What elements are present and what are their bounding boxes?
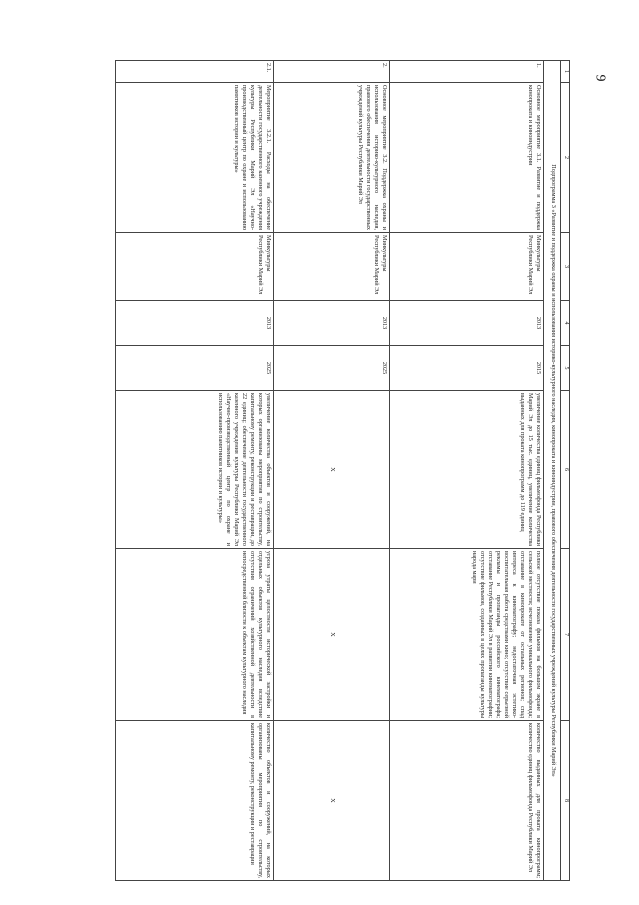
column-number: 7 (561, 549, 570, 721)
consequences: полное отсутствие показа фильмов на большом экране в сельской местности; исчезновение уникального фильмофонда; отставание в кинопрокате от остальных регионов; спад интереса к кинематографу; недостаточная эстетико-воспитательная работа средствами кино; отсутствие серьезной рекламы и пропаганды российского кинематографа; отставание Республики Марий Эл в развитии кинематографии; отсутствие фильмов, созданных в целях пропаганды культуры народа мари (390, 549, 544, 721)
column-number: 4 (561, 301, 570, 346)
measure-name: Мероприятие 3.2.1. Расходы на обеспечение деятельности государственного казенного учреждения культуры Республики Марий Эл «Научно-производственный центр по охране и использованию памятников истории и культуры» (116, 83, 274, 233)
start-year: 2013 (274, 301, 390, 346)
measure-name: Основное мероприятие 3.2. Поддержка охраны и использования историко-культурного наследия, правового обеспечения деятельности государственных учреждений культуры Республики Марий Эл (274, 83, 390, 233)
indicator-link: количество объектов и сооружений, на которых организованы мероприятия по строительству, капитальному ремонту, реконструкции и реставрации (116, 721, 274, 881)
measure-name: Основное мероприятие 3.1. Развитие и поддержка кинопроката и киноиндустрии (390, 83, 544, 233)
program-table (115, 60, 570, 881)
subprogram-title: Подпрограмма 3 «Развитие и поддержка охраны и использования историко-культурного наследия, кинопроката и киноиндустрии, правового обеспечения деятельности государственных учреждений культуры Республики Марий Эл» (544, 61, 561, 881)
column-number: 2 (561, 83, 570, 233)
consequences: угроза утраты целостности исторической застройки и отдельных объектов культурного наследия вследствие отсутствия ограничений хозяйственной деятельности в непосредственной близости к объектам культурного наследия (116, 549, 274, 721)
indicator-link: X (274, 721, 390, 881)
table-row (116, 61, 274, 881)
expected-result: увеличение количества единиц фильмофонда Республики Марий Эл до 15 тыс. единиц, увеличение количества выданных для проката кинопрограмм до 119 единиц (390, 391, 544, 549)
column-number: 6 (561, 391, 570, 549)
column-number: 3 (561, 233, 570, 301)
row-number: 2. (274, 61, 390, 83)
executor: Минкультуры Республики Марий Эл (274, 233, 390, 301)
start-year: 2013 (390, 301, 544, 346)
consequences: X (274, 549, 390, 721)
expected-result: увеличение количества объектов и сооружений, на которых организованы мероприятия по строительству, капитальному ремонту, реконструкции и реставрации, до 22 единиц; обеспечение деятельности государственного казенного учреждения культуры Республики Марий Эл «Научно-производственный центр по охране и использованию памятников истории и культуры» (116, 391, 274, 549)
end-year: 2025 (116, 346, 274, 391)
table-row (390, 61, 544, 881)
executor: Минкультуры Республики Марий Эл (390, 233, 544, 301)
expected-result: X (274, 391, 390, 549)
column-number: 8 (561, 721, 570, 881)
row-number: 2.1. (116, 61, 274, 83)
end-year: 2025 (274, 346, 390, 391)
start-year: 2013 (116, 301, 274, 346)
table-row (274, 61, 390, 881)
page-number: 9 (592, 74, 608, 82)
program-table-sheet (42, 60, 570, 880)
column-number: 5 (561, 346, 570, 391)
column-number-row (561, 61, 570, 881)
executor: Минкультуры Республики Марий Эл (116, 233, 274, 301)
indicator-link: количество выданных для проката кинопрограмм; количество единиц фильмофонда Республики Марий Эл (390, 721, 544, 881)
end-year: 2015 (390, 346, 544, 391)
subprogram-row (544, 61, 561, 881)
row-number: 1. (390, 61, 544, 83)
column-number: 1 (561, 61, 570, 83)
